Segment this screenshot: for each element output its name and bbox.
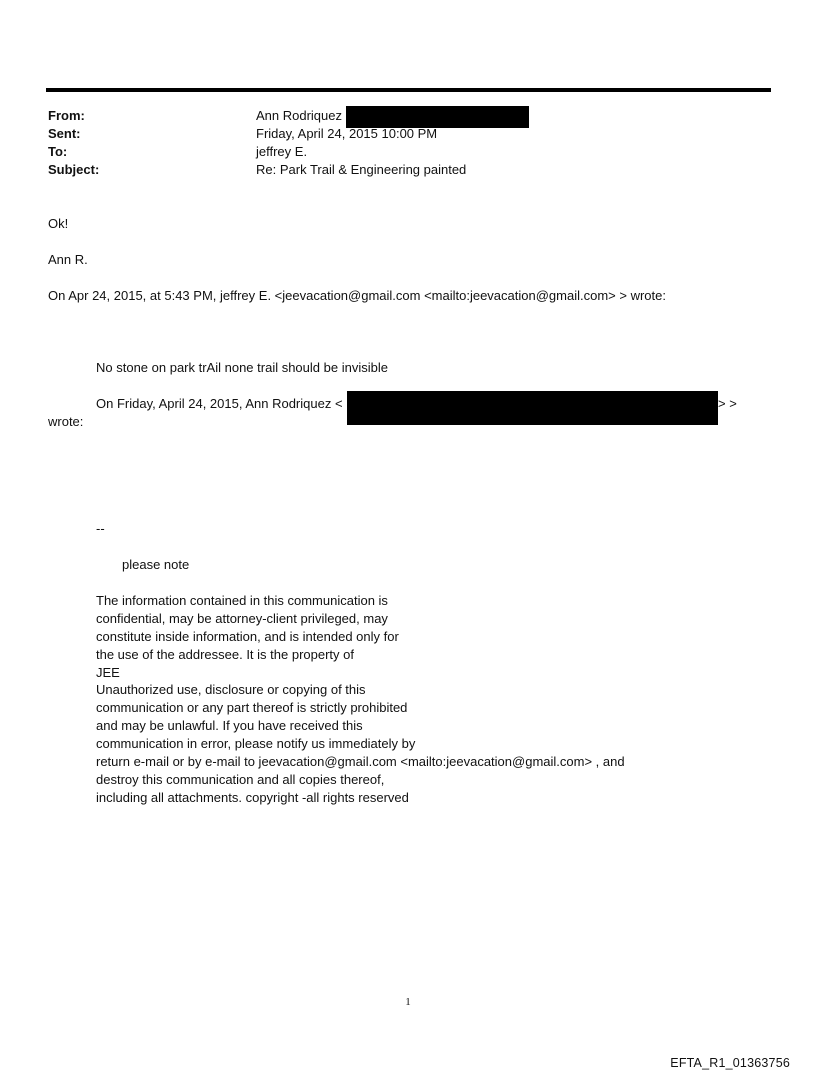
subject-label: Subject: — [48, 162, 100, 177]
disclaimer-line: Unauthorized use, disclosure or copying of this — [96, 682, 366, 698]
sent-label: Sent: — [48, 126, 81, 141]
disclaimer-line: communication or any part thereof is strictly prohibited — [96, 700, 408, 716]
subject-value: Re: Park Trail & Engineering painted — [256, 162, 467, 177]
disclaimer-line: destroy this communication and all copies thereof, — [96, 771, 385, 787]
disclaimer-line: JEE — [96, 664, 120, 680]
disclaimer-line: the use of the addressee. It is the property of — [96, 646, 354, 662]
quoted-message: No stone on park trAil none trail should be invisible — [96, 360, 388, 375]
reply-text: Ok! — [48, 216, 69, 231]
nested-quote-intro: On Friday, April 24, 2015, Ann Rodriquez < — [96, 396, 343, 411]
disclaimer-line: including all attachments. copyright -all rights reserved — [96, 789, 409, 805]
quote-intro: On Apr 24, 2015, at 5:43 PM, jeffrey E. <jeevacation@gmail.com <mailto:jeevacation@gmail.com> > wrote: — [48, 288, 666, 303]
please-note: please note — [122, 557, 190, 572]
signature-separator: -- — [96, 521, 105, 536]
from-value: Ann Rodriquez — [256, 108, 342, 123]
to-label: To: — [48, 144, 68, 159]
redaction-box-nested-email — [347, 391, 718, 425]
to-value: jeffrey E. — [256, 144, 308, 159]
page-number: 1 — [405, 996, 411, 1008]
disclaimer-line: communication in error, please notify us immediately by — [96, 736, 416, 752]
disclaimer-line: The information contained in this communication is — [96, 593, 388, 608]
sent-value: Friday, April 24, 2015 10:00 PM — [256, 126, 438, 141]
disclaimer-line: confidential, may be attorney-client privileged, may — [96, 610, 388, 626]
from-label: From: — [48, 108, 85, 123]
nested-quote-wrote: wrote: — [48, 414, 84, 429]
confidentiality-disclaimer — [96, 592, 625, 807]
disclaimer-line: return e-mail or by e-mail to jeevacation@gmail.com <mailto:jeevacation@gmail.com> , and — [96, 754, 625, 770]
bates-number: EFTA_R1_01363756 — [670, 1056, 790, 1070]
disclaimer-line: and may be unlawful. If you have received this — [96, 718, 363, 734]
nested-quote-tail: > > — [718, 396, 737, 411]
header-rule — [46, 88, 771, 92]
signature-text: Ann R. — [48, 252, 88, 267]
disclaimer-line: constitute inside information, and is intended only for — [96, 628, 399, 644]
